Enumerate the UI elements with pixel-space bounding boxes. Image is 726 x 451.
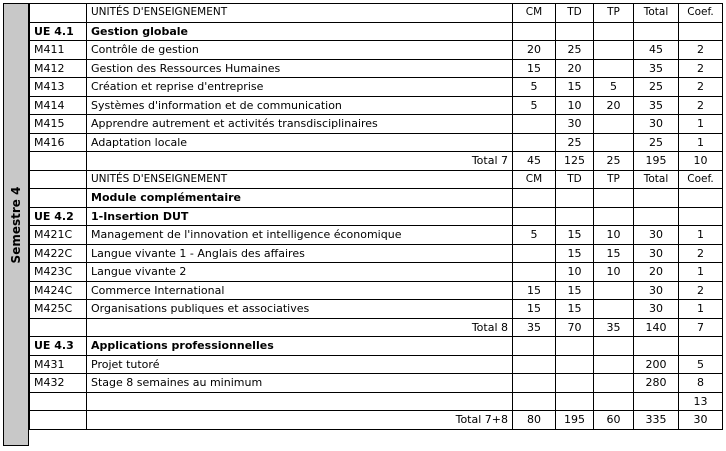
table-cell: UE 4.2 (30, 207, 87, 226)
table-cell: Management de l'innovation et intelligence économique (87, 226, 513, 245)
table-cell: M423C (30, 263, 87, 282)
ue-row (30, 207, 723, 226)
header-tp: TP (594, 4, 634, 23)
table-cell: 30 (634, 115, 679, 134)
table-cell: 10 (594, 226, 634, 245)
table-cell (594, 337, 634, 356)
total-label: Total 7 (87, 152, 513, 171)
table-cell: 2 (679, 96, 723, 115)
table-cell: CM (513, 170, 556, 189)
table-cell: 25 (556, 41, 594, 60)
table-cell: 1 (679, 115, 723, 134)
table-cell: 335 (634, 411, 679, 430)
table-cell (513, 22, 556, 41)
table-cell: 10 (556, 263, 594, 282)
table-row (30, 374, 723, 393)
table-cell (513, 115, 556, 134)
table-cell: 35 (634, 59, 679, 78)
table-cell (556, 392, 594, 411)
table-cell: 10 (556, 96, 594, 115)
table-cell: M421C (30, 226, 87, 245)
table-cell: 30 (679, 411, 723, 430)
table-cell (556, 207, 594, 226)
table-cell: 30 (634, 244, 679, 263)
table-cell: 35 (634, 96, 679, 115)
table-cell (513, 355, 556, 374)
table-cell: 195 (556, 411, 594, 430)
table-cell: 30 (634, 300, 679, 319)
table-row (30, 115, 723, 134)
table-cell: 1 (679, 300, 723, 319)
table-cell: Stage 8 semaines au minimum (87, 374, 513, 393)
semester-sidebar (3, 3, 29, 446)
table-cell: 2 (679, 59, 723, 78)
table-row (30, 281, 723, 300)
module-title: Module complémentaire (87, 189, 513, 208)
table-cell (679, 207, 723, 226)
table-row (30, 133, 723, 152)
table-cell: M415 (30, 115, 87, 134)
ue-row (30, 22, 723, 41)
table-cell (513, 133, 556, 152)
table-cell: 20 (594, 96, 634, 115)
table-row (30, 78, 723, 97)
table-cell (556, 374, 594, 393)
table-cell: 10 (679, 152, 723, 171)
module-row (30, 189, 723, 208)
table-cell: 20 (513, 41, 556, 60)
table-row (30, 355, 723, 374)
table-cell (556, 189, 594, 208)
table-cell: 15 (556, 78, 594, 97)
curriculum-table (29, 3, 723, 430)
table-cell: 2 (679, 244, 723, 263)
table-cell: 35 (594, 318, 634, 337)
table-row (30, 226, 723, 245)
table-cell (634, 392, 679, 411)
table-cell: Apprendre autrement et activités transdisciplinaires (87, 115, 513, 134)
table-cell: Commerce International (87, 281, 513, 300)
table-cell (556, 337, 594, 356)
table-cell: M425C (30, 300, 87, 319)
semester-label: Semestre 4 (9, 186, 23, 263)
table-cell: 60 (594, 411, 634, 430)
table-cell (513, 392, 556, 411)
table-cell (594, 392, 634, 411)
table-cell (30, 152, 87, 171)
table-cell: 7 (679, 318, 723, 337)
table-cell: TD (556, 170, 594, 189)
table-cell: 5 (513, 96, 556, 115)
table-cell: 2 (679, 41, 723, 60)
table-cell (634, 337, 679, 356)
table-cell: M416 (30, 133, 87, 152)
header-total: Total (634, 4, 679, 23)
table-cell: Adaptation locale (87, 133, 513, 152)
table-cell: 15 (594, 244, 634, 263)
header-td: TD (556, 4, 594, 23)
table-row (30, 96, 723, 115)
table-cell: 8 (679, 374, 723, 393)
table-cell (87, 392, 513, 411)
table-cell: M412 (30, 59, 87, 78)
table-cell (30, 4, 87, 23)
ue-title: Gestion globale (87, 22, 513, 41)
table-cell: 25 (556, 133, 594, 152)
header-coef: Coef. (679, 4, 723, 23)
table-cell (594, 355, 634, 374)
table-cell: 25 (634, 133, 679, 152)
table-cell: 5 (679, 355, 723, 374)
table-cell: 80 (513, 411, 556, 430)
table-cell: Langue vivante 1 - Anglais des affaires (87, 244, 513, 263)
total-row (30, 318, 723, 337)
grand-total-label: Total 7+8 (87, 411, 513, 430)
table-cell: 10 (594, 263, 634, 282)
table-row (30, 41, 723, 60)
table-cell (30, 170, 87, 189)
table-cell (594, 189, 634, 208)
table-cell: 15 (513, 281, 556, 300)
table-cell (513, 189, 556, 208)
ue-code: UE 4.1 (30, 22, 87, 41)
table-cell: 30 (556, 115, 594, 134)
table-cell (634, 22, 679, 41)
table-cell: 140 (634, 318, 679, 337)
table-cell (556, 22, 594, 41)
table-cell: 15 (556, 226, 594, 245)
table-cell: 5 (513, 226, 556, 245)
table-cell: Applications professionnelles (87, 337, 513, 356)
table-cell: Gestion des Ressources Humaines (87, 59, 513, 78)
table-cell: 200 (634, 355, 679, 374)
table-cell: TP (594, 170, 634, 189)
table-cell: 70 (556, 318, 594, 337)
header-cm: CM (513, 4, 556, 23)
table-cell: UE 4.3 (30, 337, 87, 356)
table-cell: 5 (594, 78, 634, 97)
table-cell (513, 263, 556, 282)
table-cell: 280 (634, 374, 679, 393)
table-cell (30, 411, 87, 430)
table-cell: Projet tutoré (87, 355, 513, 374)
table-cell: M414 (30, 96, 87, 115)
table-cell: Total 8 (87, 318, 513, 337)
table-row (30, 244, 723, 263)
table-cell (594, 22, 634, 41)
table-cell: M413 (30, 78, 87, 97)
table-cell (513, 244, 556, 263)
header-ue: UNITÉS D'ENSEIGNEMENT (87, 4, 513, 23)
table-cell (594, 207, 634, 226)
table-cell: 15 (513, 300, 556, 319)
table-cell: 5 (513, 78, 556, 97)
table-cell: 1 (679, 133, 723, 152)
table-cell (30, 189, 87, 208)
table-row (30, 263, 723, 282)
table-cell (30, 392, 87, 411)
table-cell (513, 207, 556, 226)
subtotal-row (30, 392, 723, 411)
table-cell: 125 (556, 152, 594, 171)
total-row (30, 152, 723, 171)
table-cell: 15 (513, 59, 556, 78)
table-cell (679, 189, 723, 208)
table-cell: Total (634, 170, 679, 189)
table-cell: 20 (634, 263, 679, 282)
table-cell: 195 (634, 152, 679, 171)
table-row (30, 59, 723, 78)
table-cell: M411 (30, 41, 87, 60)
table-cell: Organisations publiques et associatives (87, 300, 513, 319)
table-cell (594, 59, 634, 78)
table-cell: UNITÉS D'ENSEIGNEMENT (87, 170, 513, 189)
table-cell: 15 (556, 244, 594, 263)
table-cell (513, 374, 556, 393)
table-cell: M432 (30, 374, 87, 393)
table-cell (594, 41, 634, 60)
table-cell (30, 318, 87, 337)
table-cell: Contrôle de gestion (87, 41, 513, 60)
table-cell (594, 115, 634, 134)
table-cell (594, 281, 634, 300)
table-cell: 35 (513, 318, 556, 337)
table-cell: 30 (634, 226, 679, 245)
table-cell: 25 (594, 152, 634, 171)
ue-row (30, 337, 723, 356)
header-row (30, 4, 723, 23)
table-cell (594, 374, 634, 393)
table-cell: Systèmes d'information et de communication (87, 96, 513, 115)
table-cell (679, 22, 723, 41)
table-cell (634, 189, 679, 208)
table-cell: M431 (30, 355, 87, 374)
table-cell (556, 355, 594, 374)
table-cell: 2 (679, 281, 723, 300)
grand-total-row (30, 411, 723, 430)
subtotal-coef: 13 (679, 392, 723, 411)
table-cell: Création et reprise d'entreprise (87, 78, 513, 97)
table-cell: 25 (634, 78, 679, 97)
table-cell: 1 (679, 226, 723, 245)
table-cell (594, 300, 634, 319)
table-cell: 45 (513, 152, 556, 171)
table-cell: 2 (679, 78, 723, 97)
table-cell: 20 (556, 59, 594, 78)
table-cell: 30 (634, 281, 679, 300)
table-cell (594, 133, 634, 152)
table-cell (634, 207, 679, 226)
table-cell: Coef. (679, 170, 723, 189)
table-row (30, 300, 723, 319)
table-cell (513, 337, 556, 356)
table-cell (679, 337, 723, 356)
table-cell: 15 (556, 300, 594, 319)
table-cell: 1-Insertion DUT (87, 207, 513, 226)
table-cell: 45 (634, 41, 679, 60)
header-row (30, 170, 723, 189)
table-cell: 15 (556, 281, 594, 300)
table-cell: 1 (679, 263, 723, 282)
table-cell: Langue vivante 2 (87, 263, 513, 282)
table-cell: M424C (30, 281, 87, 300)
table-cell: M422C (30, 244, 87, 263)
